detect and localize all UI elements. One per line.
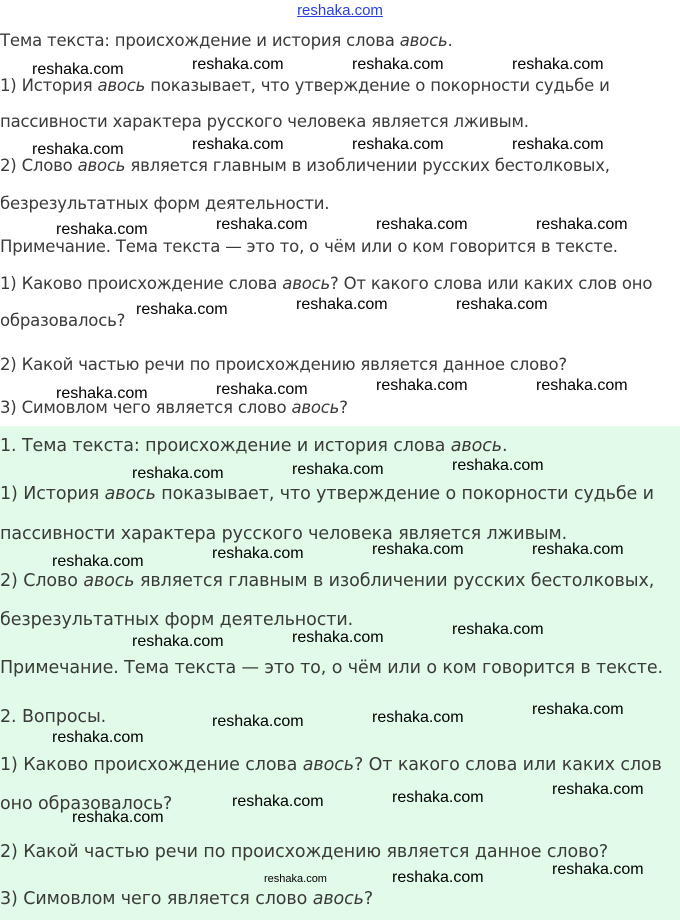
text-line: 3) Симовлом чего является слово авось? xyxy=(0,398,348,417)
text-line: 2) Слово авось является главным в изобличении русских бестолковых, xyxy=(0,571,655,591)
watermark: reshaka.com xyxy=(552,861,644,878)
watermark: reshaka.com xyxy=(512,136,604,153)
watermark: reshaka.com xyxy=(392,869,484,886)
text-line: пассивности характера русского человека является лживым. xyxy=(0,112,529,131)
text-line: 2) Слово авось является главным в изобличении русских бестолковых, xyxy=(0,156,610,175)
text-line: безрезультатных форм деятельности. xyxy=(0,610,354,630)
watermark: reshaka.com xyxy=(136,301,228,318)
text-line: 2) Какой частью речи по происхождению является данное слово? xyxy=(0,842,609,862)
watermark: reshaka.com xyxy=(512,56,604,73)
watermark: reshaka.com xyxy=(52,553,144,570)
text-line: оно образовалось? xyxy=(0,794,173,814)
text-line: образовалось? xyxy=(0,311,126,330)
text-line: 1) История авось показывает, что утверждение о покорности судьбе и xyxy=(0,76,610,95)
text-line: 3) Симовлом чего является слово авось? xyxy=(0,889,374,909)
watermark: reshaka.com xyxy=(532,541,624,558)
text-line: 1) Каково происхождение слова авось? От какого слова или каких слов xyxy=(0,755,662,775)
watermark: reshaka.com xyxy=(132,465,224,482)
watermark: reshaka.com xyxy=(376,377,468,394)
watermark: reshaka.com xyxy=(552,781,644,798)
watermark: reshaka.com xyxy=(192,136,284,153)
watermark: reshaka.com xyxy=(376,216,468,233)
text-line: безрезультатных форм деятельности. xyxy=(0,194,330,213)
watermark: reshaka.com xyxy=(536,377,628,394)
watermark: reshaka.com xyxy=(132,633,224,650)
watermark: reshaka.com xyxy=(192,56,284,73)
watermark: reshaka.com xyxy=(372,709,464,726)
watermark: reshaka.com xyxy=(296,296,388,313)
text-line: Примечание. Тема текста — это то, о чём или о ком говорится в тексте. xyxy=(0,658,664,678)
text-line: Примечание. Тема текста — это то, о чём или о ком говорится в тексте. xyxy=(0,237,618,256)
watermark: reshaka.com xyxy=(352,136,444,153)
text-line: 1) История авось показывает, что утверждение о покорности судьбе и xyxy=(0,484,654,504)
watermark: reshaka.com xyxy=(536,216,628,233)
watermark: reshaka.com xyxy=(216,216,308,233)
watermark: reshaka.com xyxy=(292,461,384,478)
watermark: reshaka.com xyxy=(532,701,624,718)
watermark: reshaka.com xyxy=(32,61,124,78)
watermark: reshaka.com xyxy=(372,541,464,558)
watermark: reshaka.com xyxy=(56,385,148,402)
text-line: 1. Тема текста: происхождение и история слова авось. xyxy=(0,436,508,456)
watermark: reshaka.com xyxy=(452,457,544,474)
watermark: reshaka.com xyxy=(352,56,444,73)
watermark: reshaka.com xyxy=(456,296,548,313)
text-line: 2) Какой частью речи по происхождению является данное слово? xyxy=(0,355,567,374)
watermark: reshaka.com xyxy=(452,621,544,638)
watermark: reshaka.com xyxy=(232,793,324,810)
watermark: reshaka.com xyxy=(212,545,304,562)
text-line: 2. Вопросы. xyxy=(0,707,107,727)
watermark: reshaka.com xyxy=(292,629,384,646)
watermark: reshaka.com xyxy=(216,381,308,398)
text-line: Тема текста: происхождение и история слова авось. xyxy=(0,31,453,50)
watermark: reshaka.com xyxy=(32,141,124,158)
watermark: reshaka.com xyxy=(52,729,144,746)
text-line: пассивности характера русского человека является лживым. xyxy=(0,524,568,544)
site-title-link[interactable]: reshaka.com xyxy=(297,2,383,19)
watermark: reshaka.com xyxy=(212,713,304,730)
watermark: reshaka.com xyxy=(392,789,484,806)
watermark: reshaka.com xyxy=(56,221,148,238)
watermark: reshaka.com xyxy=(72,809,164,826)
watermark: reshaka.com xyxy=(264,873,327,885)
text-line: 1) Каково происхождение слова авось? От какого слова или каких слов оно xyxy=(0,274,653,293)
